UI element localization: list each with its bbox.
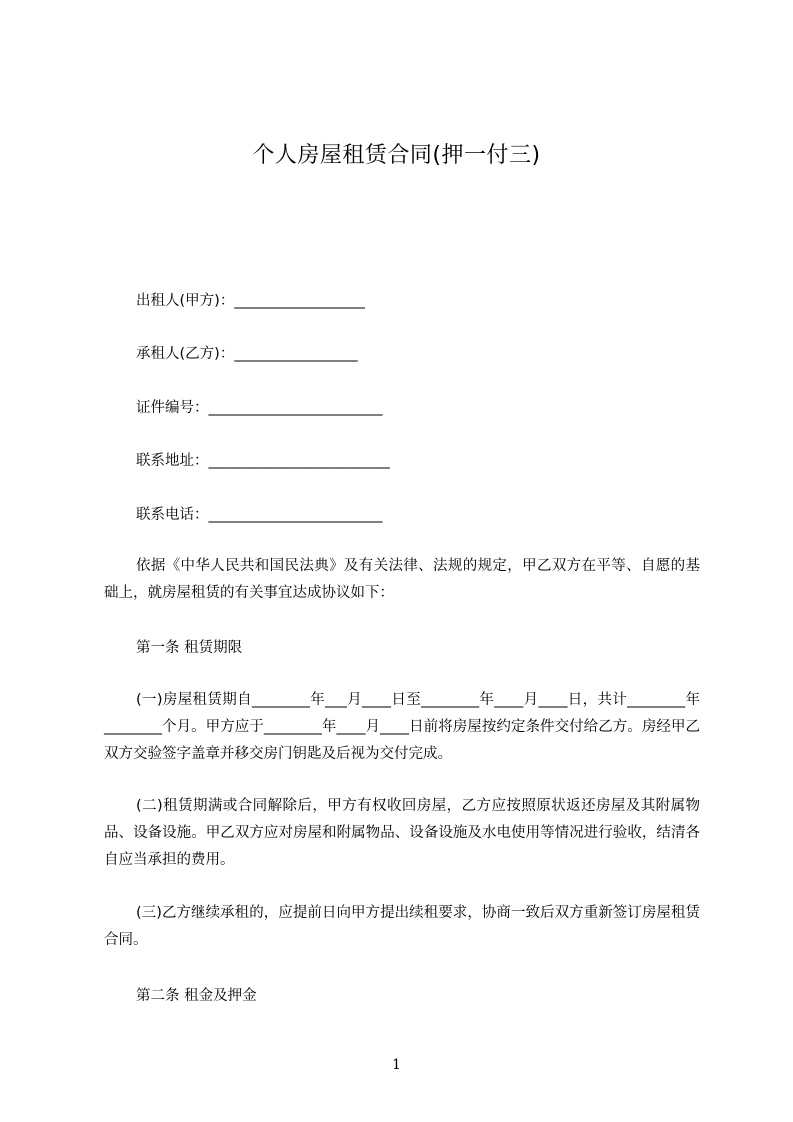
document-title: 个人房屋租赁合同(押一付三) [252, 143, 541, 168]
phone-field: 联系电话：________________________ [136, 507, 383, 523]
lessee-field: 承租人(乙方)：_________________ [136, 346, 358, 362]
id-number-field: 证件编号：________________________ [136, 400, 383, 416]
lessor-field: 出租人(甲方)：__________________ [136, 293, 365, 309]
intro-paragraph: 依据《中华人民共和国民法典》及有关法律、法规的规定，甲乙双方在平等、自愿的基础上，就房屋租赁的有关事宜达成协议如下： [104, 558, 700, 601]
address-field: 联系地址：_________________________ [136, 453, 390, 469]
article-1-heading: 第一条 租赁期限 [136, 640, 243, 656]
article-1-clause-1: (一)房屋租赁期自________年___月____日至________年____月____日，共计________年________个月。甲方应于________年____月____日前将房屋按约定条件交付给乙方。房经甲乙双方交验签字盖章并移交房门钥匙及后视为交付完成。 [104, 692, 700, 762]
article-1-clause-3: (三)乙方继续承租的，应提前日向甲方提出续租要求，协商一致后双方重新签订房屋租赁合同。 [104, 905, 700, 948]
article-2-heading: 第二条 租金及押金 [136, 988, 257, 1004]
page-number: 1 [392, 1057, 401, 1073]
article-1-clause-2: (二)租赁期满或合同解除后，甲方有权收回房屋，乙方应按照原状返还房屋及其附属物品、设备设施。甲乙双方应对房屋和附属物品、设备设施及水电使用等情况进行验收，结清各自应当承担的费用。 [104, 798, 700, 868]
